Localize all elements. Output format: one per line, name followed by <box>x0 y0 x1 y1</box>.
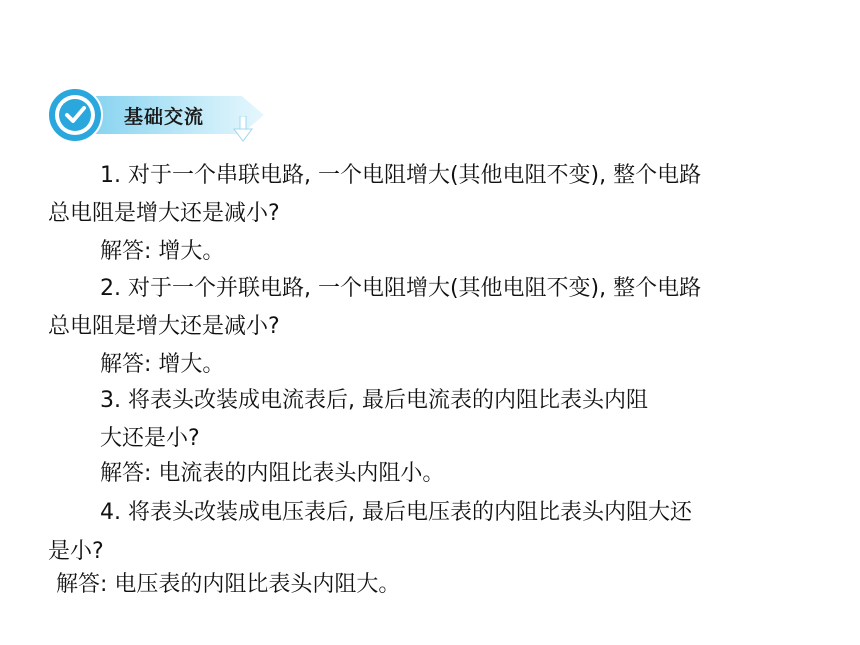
q1-line2: 总电阻是增大还是减小? <box>48 201 280 226</box>
check-circle-icon <box>46 86 104 144</box>
q4-line1: 4. 将表头改装成电压表后, 最后电压表的内阻比表头内阻大还 <box>100 500 692 525</box>
q2-line1: 2. 对于一个并联电路, 一个电阻增大(其他电阻不变), 整个电路 <box>100 276 702 301</box>
arrow-down-icon <box>232 116 254 142</box>
q1-line1: 1. 对于一个串联电路, 一个电阻增大(其他电阻不变), 整个电路 <box>100 163 702 188</box>
q2-answer: 解答: 增大。 <box>100 352 225 377</box>
q2-line2: 总电阻是增大还是减小? <box>48 314 280 339</box>
q4-line2: 是小? <box>48 539 104 564</box>
q4-answer: 解答: 电压表的内阻比表头内阻大。 <box>56 572 401 597</box>
section-header-badge <box>46 86 266 146</box>
q3-line1: 3. 将表头改装成电流表后, 最后电流表的内阻比表头内阻 <box>100 388 648 413</box>
section-title: 基础交流 <box>124 106 205 128</box>
q1-answer: 解答: 增大。 <box>100 239 225 264</box>
q3-answer: 解答: 电流表的内阻比表头内阻小。 <box>100 461 445 486</box>
q3-line2: 大还是小? <box>100 426 200 451</box>
